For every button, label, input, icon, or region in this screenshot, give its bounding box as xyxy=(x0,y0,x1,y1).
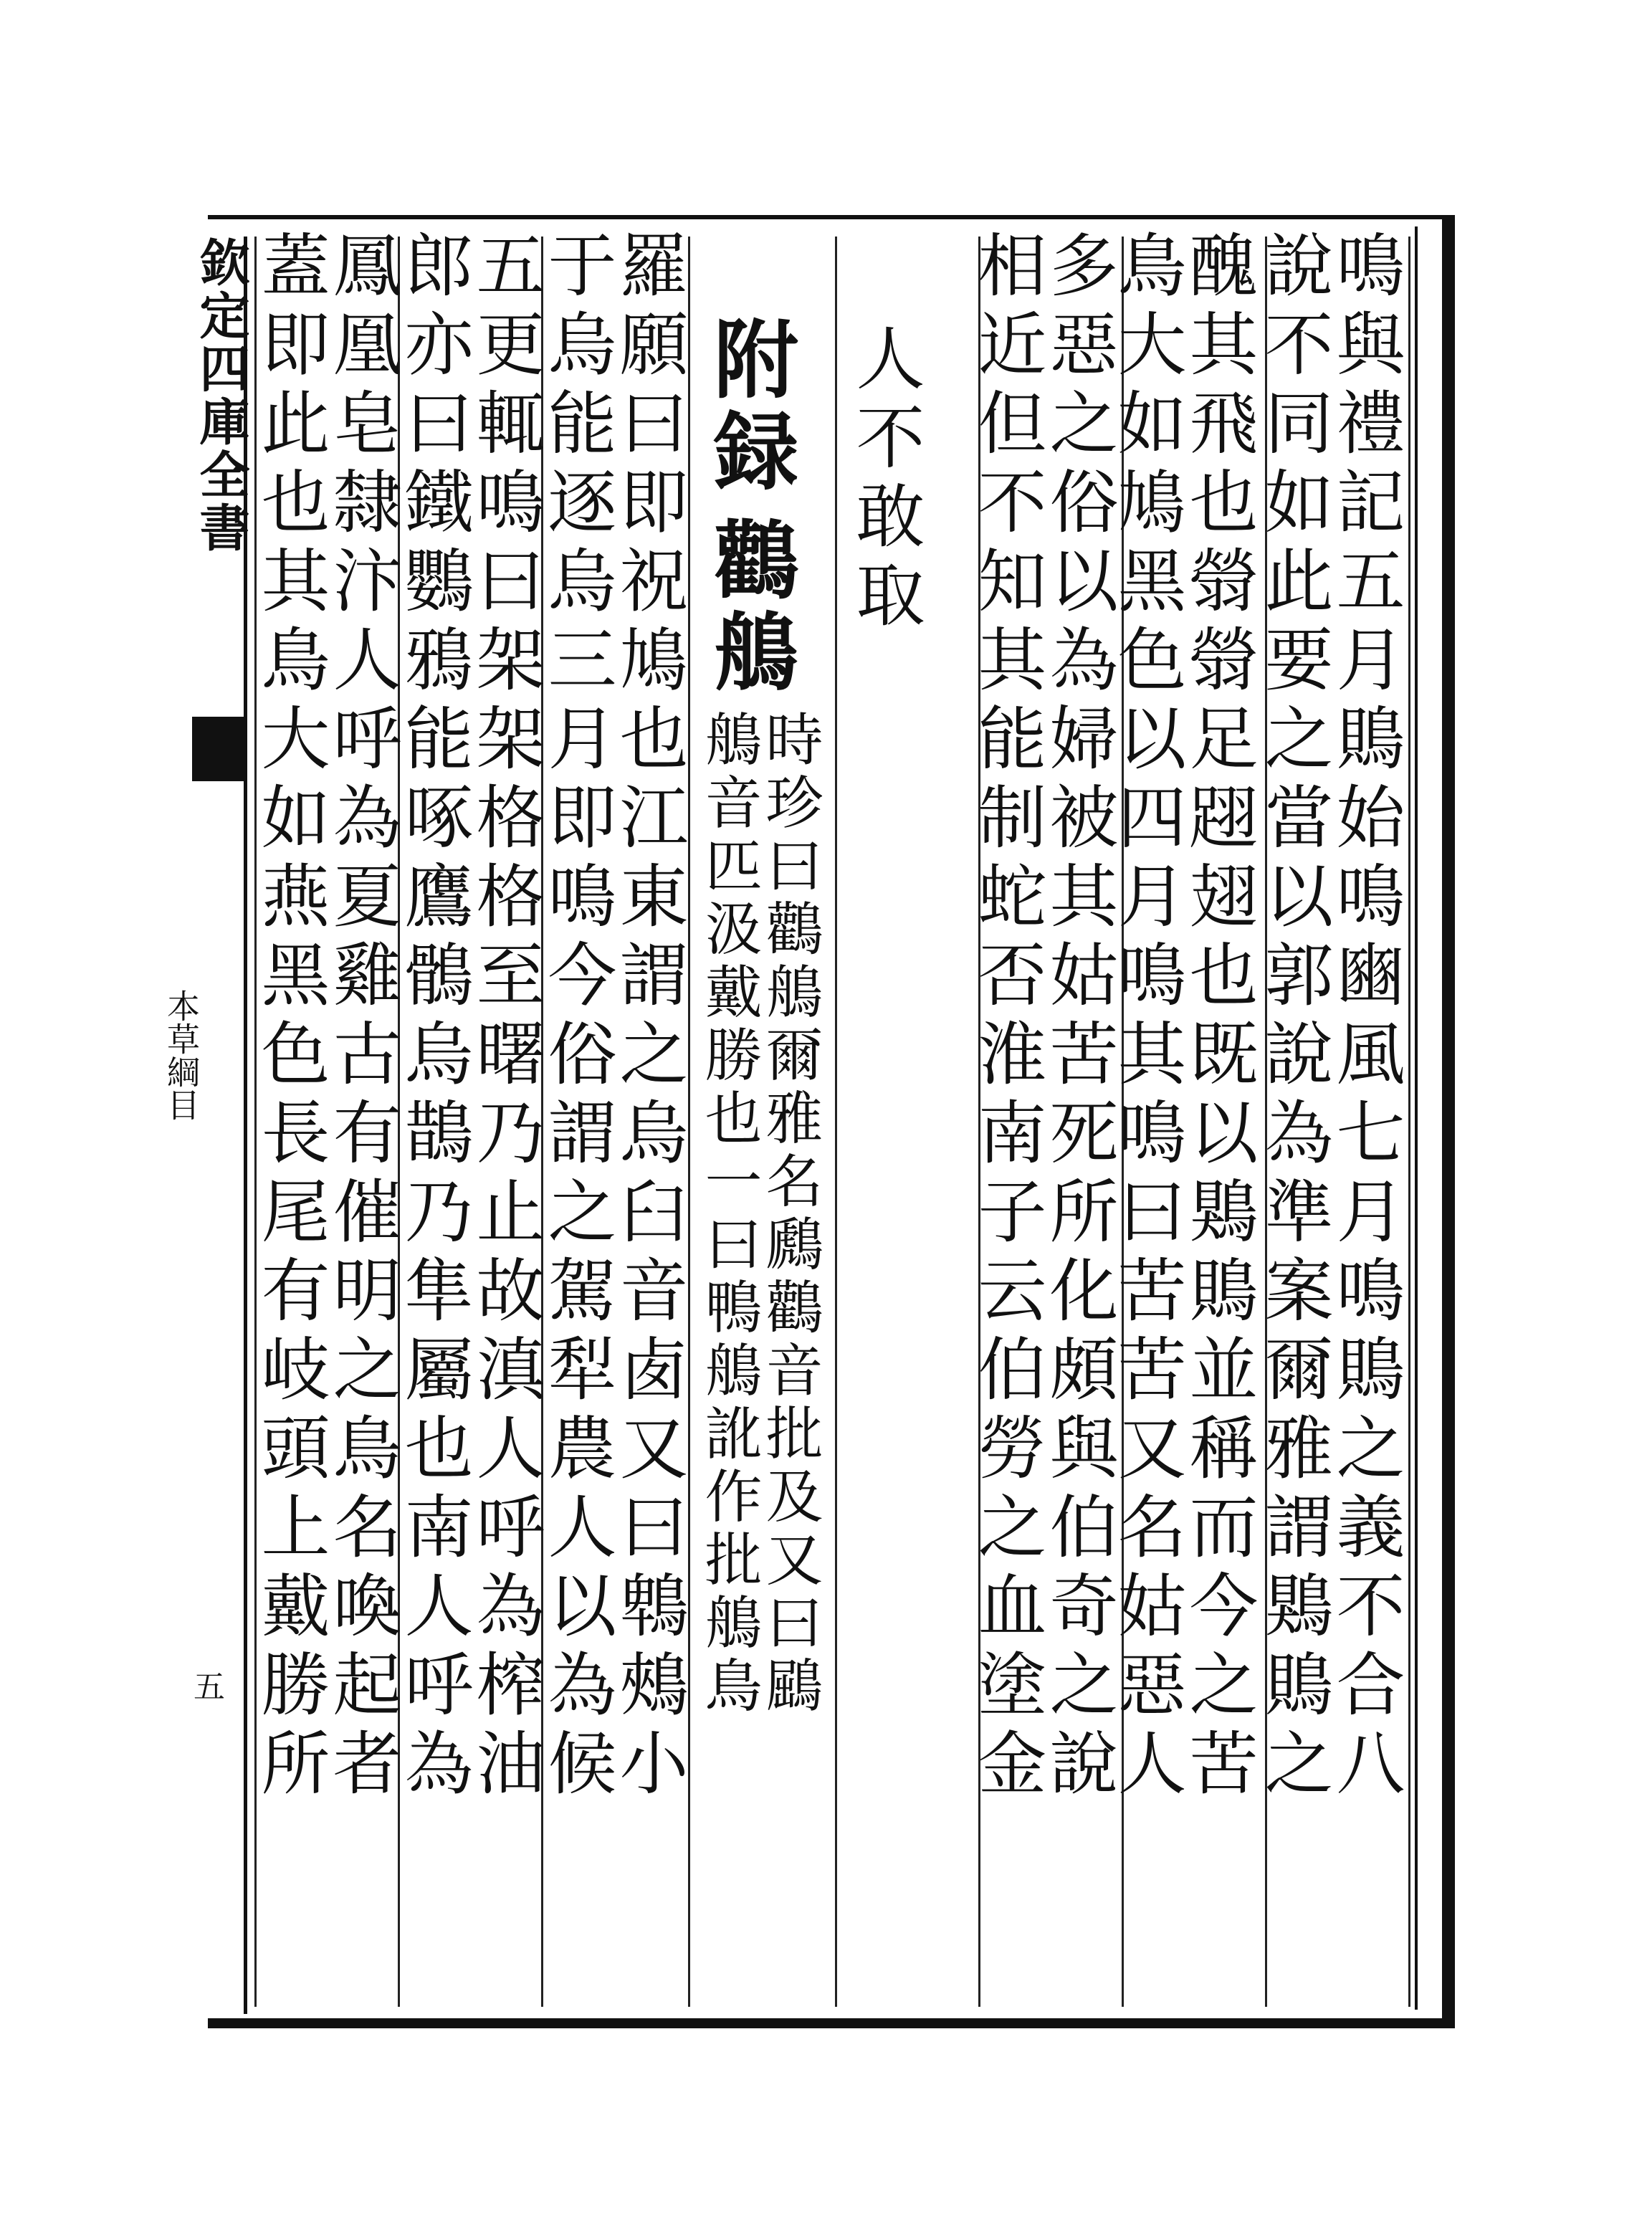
text-column: 五更輒鳴曰架架格格至曙乃止故滇人呼為榨油 xyxy=(465,229,545,1806)
fishtail-mark xyxy=(192,717,244,781)
text-column: 醜其飛也䎕䎕足䟳翅也既以鶪鵙並稱而今之苦 xyxy=(1178,229,1259,1806)
text-column: 鳳凰皂隸汴人呼為夏雞古有催明之鳥名喚起者 xyxy=(322,229,402,1806)
column-rule xyxy=(835,237,837,2007)
margin-book-title: 本草綱目 xyxy=(162,989,201,1121)
text-column: 說不同如此要之當以郭說為準案爾雅謂鶪鵙之 xyxy=(1254,229,1334,1806)
text-column: 于烏能逐烏三月即鳴今俗謂之駕犁農人以為候 xyxy=(537,229,617,1806)
margin-page-number: 五 xyxy=(188,1670,224,1701)
appendix-name: 鸛鵃 xyxy=(700,516,799,700)
appendix-note-left: 鵃音匹汲戴勝也一曰鴨鵃訛作批鵃鳥 xyxy=(695,710,762,1719)
text-column: 蓋即此也其鳥大如燕黑色長尾有岐頭上戴勝所 xyxy=(250,229,330,1806)
appendix-note-right: 時珍曰鸛鵃爾雅名鷉鸛音批及又曰鶌 xyxy=(756,710,823,1719)
text-column: 鳴與禮記五月鵙始鳴豳風七月鳴鵙之義不合八 xyxy=(1325,229,1405,1806)
appendix-heading: 附録 xyxy=(700,315,799,499)
text-column: 人不敢取 xyxy=(845,323,925,638)
column-rule xyxy=(1408,237,1410,2007)
text-column: 多惡之俗以為婦被其姑苦死所化頗與伯奇之說 xyxy=(1039,229,1119,1806)
text-column: 羅願曰即祝鳩也江東謂之烏臼音𠧧又曰鵯鵊小 xyxy=(608,229,689,1806)
frame-inner-border xyxy=(1415,226,1418,2010)
margin-title: 欽定四庫全書 xyxy=(191,237,250,555)
text-column: 相近但不知其能制蛇否淮南子云伯勞之血塗金 xyxy=(967,229,1047,1806)
text-column: 鳥大如鳩黑色以四月鳴其鳴曰苦苦又名姑惡人 xyxy=(1107,229,1187,1806)
text-column: 郎亦曰鐵鸚鴉能啄鷹鶻烏鵲乃隼屬也南人呼為 xyxy=(393,229,474,1806)
